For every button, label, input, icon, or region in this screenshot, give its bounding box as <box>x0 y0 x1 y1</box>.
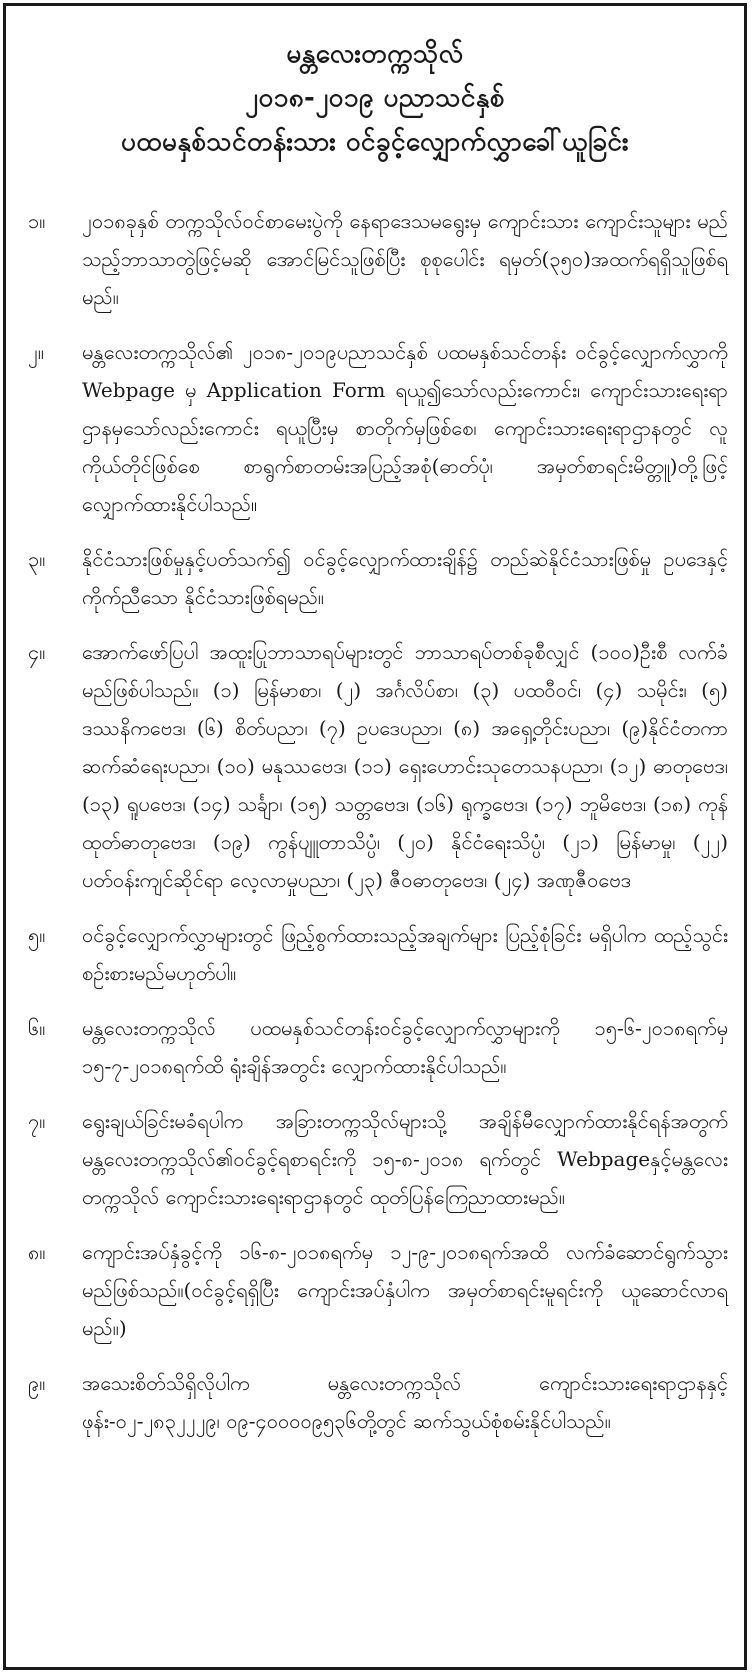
announcement-frame <box>3 3 747 1670</box>
item-text: မန္တလေးတက္ကသိုလ် ပထမနှစ်သင်တန်းဝင်ခွင့်လျှောက်လွှာများကို ၁၅-၆-၂၀၁၈ရက်မှ ၁၅-၇-၂၀၁၈ရက်ထိ ရုံးချိန်အတွင်း လျှောက်ထားနိုင်ပါသည်။ <box>82 1016 728 1078</box>
item-text: ကျောင်းအပ်နှံခွင့်ကို ၁၆-၈-၂၀၁၈ရက်မှ ၁၂-၉-၂၀၁၈ရက်အထိ လက်ခံဆောင်ရွက်သွား မည်ဖြစ်သည်။(ဝင်ခွင့်ရရှိပြီး ကျောင်းအပ်နှံပါက အမှတ်စာရင်းမူရင်းကို ယူဆောင်လာရမည်။) <box>82 1240 728 1340</box>
item-text: ရွေးချယ်ခြင်းမခံရပါက အခြားတက္ကသိုလ်များသို့ အချိန်မီလျှောက်ထားနိုင်ရန်အတွက် မန္တလေးတက္ကသိုလ်၏ဝင်ခွင့်ရစာရင်းကို ၁၅-၈-၂၀၁၈ ရက်တွင် Webpageနှင့်မန္တလေးတက္ကသိုလ် ကျောင်းသားရေးရာဌာနတွင် ထုတ်ပြန်ကြေညာထားမည်။ <box>82 1109 728 1209</box>
item-number: ၅။ <box>28 923 46 947</box>
header-university-name: မန္တလေးတက္ကသိုလ် <box>286 39 464 69</box>
item-number: ၄။ <box>28 640 46 664</box>
item-text: အောက်ဖော်ပြပါ အထူးပြုဘာသာရပ်များတွင် ဘာသာရပ်တစ်ခုစီလျှင် (၁၀၀)ဦးစီ လက်ခံမည်ဖြစ်ပါသည်။ (၁) မြန်မာစာ၊ (၂) အင်္ဂလိပ်စာ၊ (၃) ပထဝီဝင်၊ (၄) သမိုင်း၊ (၅) ဒဿနိကဗေဒ၊ (၆) စိတ်ပညာ၊ (၇) ဥပဒေပညာ၊ (၈) အရှေ့တိုင်းပညာ၊ (၉)နိုင်ငံတကာဆက်ဆံရေးပညာ၊ (၁၀) မနုဿဗေဒ၊ (၁၁) ရှေးဟောင်းသုတေသနပညာ၊ (၁၂) ဓာတုဗေဒ၊ (၁၃) ရူပဗေဒ၊ (၁၄) သင်္ချာ၊ (၁၅) သတ္တဗေဒ၊ (၁၆) ရုက္ခဗေဒ၊ (၁၇) ဘူမိဗေဒ၊ (၁၈) ကုန်ထုတ်ဓာတုဗေဒ၊ (၁၉) ကွန်ပျူတာသိပ္ပံ၊ (၂၀) နိုင်ငံရေးသိပ္ပံ၊ (၂၁) မြန်မာမှု၊ (၂၂) ပတ်ဝန်းကျင်ဆိုင်ရာ လေ့လာမှုပညာ၊ (၂၃) ဇီဝဓာတုဗေဒ၊ (၂၄) အဏုဇီဝဗေဒ <box>82 640 728 892</box>
item-text: ဝင်ခွင့်လျှောက်လွှာများတွင် ဖြည့်စွက်ထားသည့်အချက်များ ပြည့်စုံခြင်း မရှိပါက ထည့်သွင်းစဉ်းစားမည်မဟုတ်ပါ။ <box>82 923 728 985</box>
list-item <box>16 1102 734 1216</box>
list-item <box>16 540 734 616</box>
item-number: ၇။ <box>28 1109 46 1133</box>
header-academic-year: ၂၀၁၈-၂၀၁၉ ပညာသင်နှစ် <box>245 83 505 113</box>
item-number: ၂။ <box>28 340 44 364</box>
announcement-header <box>6 6 744 164</box>
item-number: ၉။ <box>28 1371 46 1395</box>
list-item <box>16 1009 734 1085</box>
item-number: ၆။ <box>28 1016 46 1040</box>
list-item <box>16 202 734 316</box>
list-item <box>16 916 734 992</box>
list-item <box>16 1233 734 1347</box>
item-text: နိုင်ငံသားဖြစ်မှုနှင့်ပတ်သက်၍ ဝင်ခွင့်လျှောက်ထားချိန်၌ တည်ဆဲနိုင်ငံသားဖြစ်မှု ဥပဒေနှင့် ကိုက်ညီသော နိုင်ငံသားဖြစ်ရမည်။ <box>82 547 728 609</box>
item-number: ၃။ <box>28 547 46 571</box>
item-text: ၂၀၁၈ခုနှစ် တက္ကသိုလ်ဝင်စာမေးပွဲကို နေရာဒေသမရွေးမှ ကျောင်းသား ကျောင်းသူများ မည်သည့်ဘာသာတွဲဖြင့်မဆို အောင်မြင်သူဖြစ်ပြီး စုစုပေါင်း ရမှတ်(၃၅၀)အထက်ရရှိသူဖြစ်ရမည်။ <box>82 209 728 309</box>
list-item <box>16 333 734 523</box>
list-item <box>16 1364 734 1440</box>
header-title: ပထမနှစ်သင်တန်းသား ဝင်ခွင့်လျှောက်လွှာခေါ်ယူခြင်း <box>121 127 629 157</box>
announcement-items <box>16 202 734 1457</box>
item-text: အသေးစိတ်သိရှိလိုပါက မန္တလေးတက္ကသိုလ် ကျောင်းသားရေးရာဌာနနှင့် ဖုန်း-၀၂-၂၈၃၂၂၂၉၊ ၀၉-၄၀၀၀၀၉၅၃၆တို့တွင် ဆက်သွယ်စုံစမ်းနိုင်ပါသည်။ <box>82 1371 728 1433</box>
item-number: ၁။ <box>28 209 46 233</box>
item-number: ၈။ <box>28 1240 46 1264</box>
list-item <box>16 633 734 899</box>
item-text: မန္တလေးတက္ကသိုလ်၏ ၂၀၁၈-၂၀၁၉ပညာသင်နှစ် ပထမနှစ်သင်တန်း ဝင်ခွင့်လျှောက်လွှာကို Webpage မှ Application Form ရယူ၍သော်လည်းကောင်း၊ ကျောင်းသားရေးရာဌာနမှသော်လည်းကောင်း ရယူပြီးမှ စာတိုက်မှဖြစ်စေ၊ ကျောင်းသားရေးရာဌာနတွင် လူကိုယ်တိုင်ဖြစ်စေ စာရွက်စာတမ်းအပြည့်အစုံ(ဓာတ်ပုံ၊ အမှတ်စာရင်းမိတ္တူ)တို့ဖြင့် လျှောက်ထားနိုင်ပါသည်။ <box>82 340 728 516</box>
